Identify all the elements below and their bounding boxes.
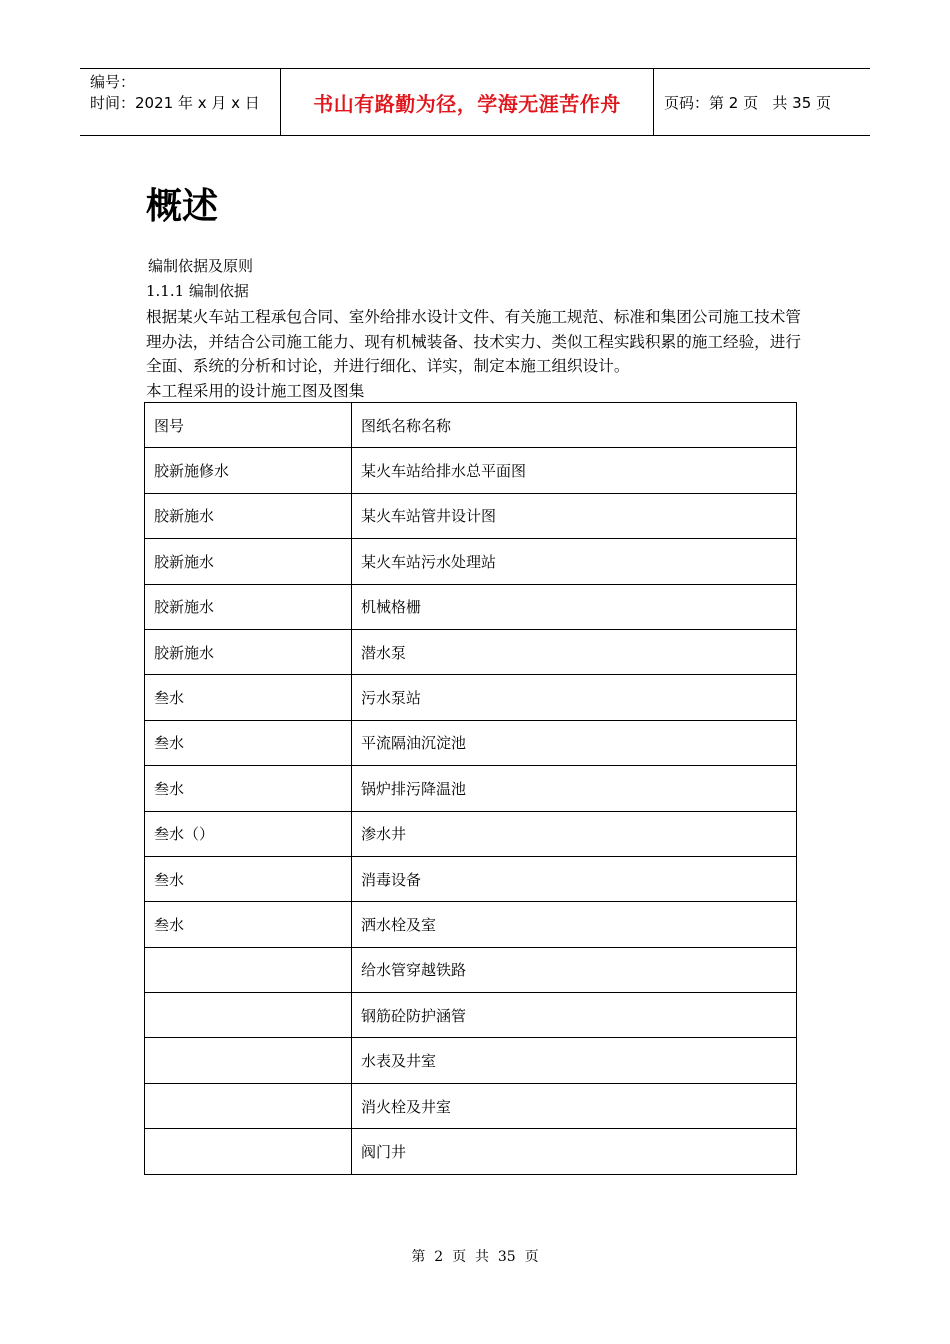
drawing-number-cell: 胶新施水: [145, 584, 352, 629]
drawing-number-cell: 叁水: [145, 675, 352, 720]
drawing-number-cell: 叁水: [145, 856, 352, 901]
header-cell-drawing-number: 图号: [145, 403, 352, 448]
document-title: 概述: [146, 186, 219, 227]
page-header: [80, 68, 870, 136]
drawing-number-cell: [145, 947, 352, 992]
page-footer: [0, 1246, 950, 1266]
drawing-name-cell: 阀门井: [352, 1129, 797, 1174]
drawing-name-cell: 机械格栅: [352, 584, 797, 629]
page-info-text: 页码：第 2 页 共 35 页: [664, 93, 832, 112]
drawing-name-cell: 给水管穿越铁路: [352, 947, 797, 992]
table-row: [145, 811, 797, 856]
table-row: [145, 856, 797, 901]
drawing-name-cell: 某火车站管井设计图: [352, 493, 797, 538]
drawing-name-cell: 平流隔油沉淀池: [352, 720, 797, 765]
header-cell-drawing-name: 图纸名称名称: [352, 403, 797, 448]
drawing-name-cell: 某火车站给排水总平面图: [352, 448, 797, 493]
table-row: [145, 584, 797, 629]
table-row: [145, 448, 797, 493]
section-heading: 编制依据及原则: [148, 257, 254, 275]
drawing-number-cell: 叁水: [145, 766, 352, 811]
drawing-name-cell: 污水泵站: [352, 675, 797, 720]
number-label: 编号：: [90, 73, 136, 91]
table-row: [145, 766, 797, 811]
drawing-number-cell: [145, 993, 352, 1038]
drawing-name-cell: 钢筋砼防护涵管: [352, 993, 797, 1038]
drawing-name-cell: 潜水泵: [352, 629, 797, 674]
table-row: [145, 539, 797, 584]
table-row: [145, 720, 797, 765]
table-header-row: [145, 403, 797, 448]
header-page-info: [654, 69, 870, 135]
basis-paragraph: 根据某火车站工程承包合同、室外给排水设计文件、有关施工规范、标准和集团公司施工技术管理办法，并结合公司施工能力、现有机械装备、技术实力、类似工程实践积累的施工经验，进行全面、系统的分析和讨论，并进行细化、详实，制定本施工组织设计。: [146, 308, 801, 375]
time-label: 时间：2021 年 x 月 x 日: [90, 94, 260, 112]
header-motto: 书山有路勤为径，学海无涯苦作舟: [281, 69, 654, 135]
table-row: [145, 1038, 797, 1083]
table-row: [145, 993, 797, 1038]
drawing-name-cell: 某火车站污水处理站: [352, 539, 797, 584]
drawing-number-cell: [145, 1038, 352, 1083]
drawing-name-cell: 锅炉排污降温池: [352, 766, 797, 811]
drawing-name-cell: 消毒设备: [352, 856, 797, 901]
subsection-heading: 1.1.1 编制依据: [146, 282, 249, 300]
header-meta: [80, 69, 281, 135]
drawing-number-cell: 胶新施修水: [145, 448, 352, 493]
drawing-number-cell: 叁水: [145, 902, 352, 947]
drawing-number-cell: [145, 1129, 352, 1174]
drawing-number-cell: 胶新施水: [145, 493, 352, 538]
table-row: [145, 902, 797, 947]
drawing-name-cell: 洒水栓及室: [352, 902, 797, 947]
drawing-name-cell: 水表及井室: [352, 1038, 797, 1083]
drawings-table: [144, 402, 797, 1175]
drawing-number-cell: 胶新施水: [145, 629, 352, 674]
drawing-number-cell: 叁水: [145, 720, 352, 765]
drawing-number-cell: 胶新施水: [145, 539, 352, 584]
table-row: [145, 1129, 797, 1174]
drawing-name-cell: 渗水井: [352, 811, 797, 856]
drawing-name-cell: 消火栓及井室: [352, 1083, 797, 1128]
table-row: [145, 493, 797, 538]
footer-page-number: 第 2 页 共 35 页: [411, 1249, 539, 1265]
table-row: [145, 675, 797, 720]
drawing-number-cell: [145, 1083, 352, 1128]
table-row: [145, 1083, 797, 1128]
drawing-number-cell: 叁水（）: [145, 811, 352, 856]
table-row: [145, 629, 797, 674]
table-caption: 本工程采用的设计施工图及图集: [146, 382, 365, 400]
table-row: [145, 947, 797, 992]
